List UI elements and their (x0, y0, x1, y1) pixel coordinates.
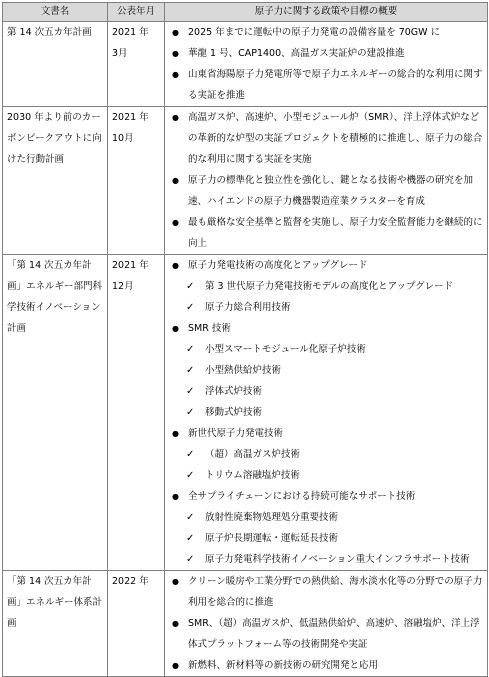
list-item (169, 318, 483, 339)
list-item (169, 170, 483, 212)
list-item-text: 原子力総合利用技術 (205, 302, 291, 313)
list-item-text: 放射性廃棄物処理処分重要技術 (205, 512, 339, 523)
list-item-text: 原子力の標準化と独立性を強化し、鍵となる技術や機器の研究を加速、ハイエンドの原子力機器製造産業クラスターを育成 (188, 175, 474, 207)
list-item-text: 高温ガス炉、高速炉、小型モジュール炉（SMR）、洋上浮体式炉などの革新的な炉型の実証プロジェクトを積極的に推進し、原子力の総合的な利用に関する実証を実施 (188, 112, 483, 165)
checkmark-icon: ✓ (186, 365, 195, 376)
sub-list-item (169, 360, 483, 381)
bullet-icon: ● (172, 113, 179, 122)
header-document-name: 文書名 (3, 3, 108, 22)
header-publication-date: 公表年月 (108, 3, 165, 22)
list-item (169, 571, 483, 613)
sub-list-item (169, 297, 483, 318)
list-item (169, 107, 483, 170)
checkmark-icon: ✓ (186, 302, 195, 313)
table-row (3, 107, 488, 255)
checkmark-icon: ✓ (186, 407, 195, 418)
policy-list (169, 22, 483, 106)
table-row (3, 255, 488, 571)
publication-date-cell: 2022 年 (108, 571, 165, 677)
sub-list-item (169, 276, 483, 297)
list-item (169, 64, 483, 106)
document-name-cell: 「第 14 次五カ年計画」エネルギー部門科学技術イノベーション計画 (3, 255, 108, 571)
sub-list-item (169, 465, 483, 486)
list-item-text: 華龍 1 号、CAP1400、高温ガス実証炉の建設推進 (188, 48, 405, 59)
sub-list-item (169, 528, 483, 549)
list-item (169, 613, 483, 655)
bullet-icon: ● (172, 661, 179, 670)
bullet-icon: ● (172, 619, 179, 628)
table-row (3, 22, 488, 107)
table-row (3, 571, 488, 677)
publication-date-cell: 2021 年 10月 (108, 107, 165, 255)
sub-list-item (169, 381, 483, 402)
list-item-text: （超）高温ガス炉技術 (205, 449, 301, 460)
policy-summary-cell (165, 571, 488, 677)
list-item-text: SMR、（超）高温ガス炉、低温熱供給炉、高速炉、溶融塩炉、洋上浮体式プラットフォーム等の技術開発や実証 (188, 618, 480, 650)
list-item (169, 255, 483, 276)
checkmark-icon: ✓ (186, 512, 195, 523)
list-item-text: 新燃料、新材料等の新技術の研究開発と応用 (188, 660, 379, 671)
checkmark-icon: ✓ (186, 281, 195, 292)
checkmark-icon: ✓ (186, 533, 195, 544)
sub-list-item (169, 339, 483, 360)
list-item-text: 最も厳格な安全基準と監督を実施し、原子力安全監督能力を継続的に向上 (188, 217, 483, 249)
bullet-icon: ● (172, 28, 179, 37)
list-item-text: トリウム溶融塩炉技術 (205, 470, 300, 481)
bullet-icon: ● (172, 324, 179, 333)
header-row (3, 3, 488, 22)
list-item-text: 浮体式炉技術 (205, 386, 263, 397)
checkmark-icon: ✓ (186, 470, 195, 481)
list-item (169, 423, 483, 444)
bullet-icon: ● (172, 261, 179, 270)
bullet-icon: ● (172, 70, 179, 79)
policy-table (2, 2, 488, 677)
sub-list-item (169, 444, 483, 465)
document-name-cell: 第 14 次五カ年計画 (3, 22, 108, 107)
list-item-text: 小型スマートモジュール化原子炉技術 (205, 344, 366, 355)
document-name-cell: 「第 14 次五カ年計画」エネルギー体系計画 (3, 571, 108, 677)
list-item-text: SMR 技術 (188, 323, 231, 334)
policy-list (169, 255, 483, 570)
list-item-text: 原子力発電技術の高度化とアップグレード (188, 260, 368, 271)
checkmark-icon: ✓ (186, 449, 195, 460)
list-item-text: 移動式炉技術 (205, 407, 263, 418)
policy-summary-cell (165, 107, 488, 255)
header-policy-summary: 原子力に関する政策や目標の概要 (165, 3, 488, 22)
checkmark-icon: ✓ (186, 344, 195, 355)
list-item-text: 原子力発電科学技術イノベーション重大インフラサポート技術 (205, 554, 470, 565)
sub-list-item (169, 507, 483, 528)
policy-summary-cell (165, 22, 488, 107)
checkmark-icon: ✓ (186, 386, 195, 397)
list-item-text: 全サプライチェーンにおける持続可能なサポート技術 (188, 491, 416, 502)
list-item (169, 43, 483, 64)
list-item (169, 22, 483, 43)
list-item (169, 486, 483, 507)
bullet-icon: ● (172, 49, 179, 58)
bullet-icon: ● (172, 176, 179, 185)
list-item-text: 新世代原子力発電技術 (188, 428, 284, 439)
bullet-icon: ● (172, 429, 179, 438)
bullet-icon: ● (172, 218, 179, 227)
table-body (3, 22, 488, 677)
policy-list (169, 571, 483, 676)
list-item-text: クリーン暖房や工業分野での熱供給、海水淡水化等の分野での原子力利用を総合的に推進 (188, 576, 483, 608)
checkmark-icon: ✓ (186, 554, 195, 565)
bullet-icon: ● (172, 577, 179, 586)
policy-list (169, 107, 483, 254)
list-item-text: 2025 年までに運転中の原子力発電の設備容量を 70GW に (188, 27, 441, 38)
policy-summary-cell (165, 255, 488, 571)
list-item-text: 第 3 世代原子力発電技術モデルの高度化とアップグレード (205, 281, 454, 292)
publication-date-cell: 2021 年 3月 (108, 22, 165, 107)
list-item (169, 212, 483, 254)
list-item-text: 原子炉長期運転・運転延長技術 (205, 533, 339, 544)
list-item-text: 山東省海陽原子力発電所等で原子力エネルギーの総合的な利用に関する実証を推進 (188, 69, 483, 101)
sub-list-item (169, 549, 483, 570)
list-item (169, 655, 483, 676)
publication-date-cell: 2021 年 12月 (108, 255, 165, 571)
document-name-cell: 2030 年より前のカーボンピークアウトに向けた行動計画 (3, 107, 108, 255)
bullet-icon: ● (172, 492, 179, 501)
list-item-text: 小型熱供給炉技術 (205, 365, 282, 376)
sub-list-item (169, 402, 483, 423)
